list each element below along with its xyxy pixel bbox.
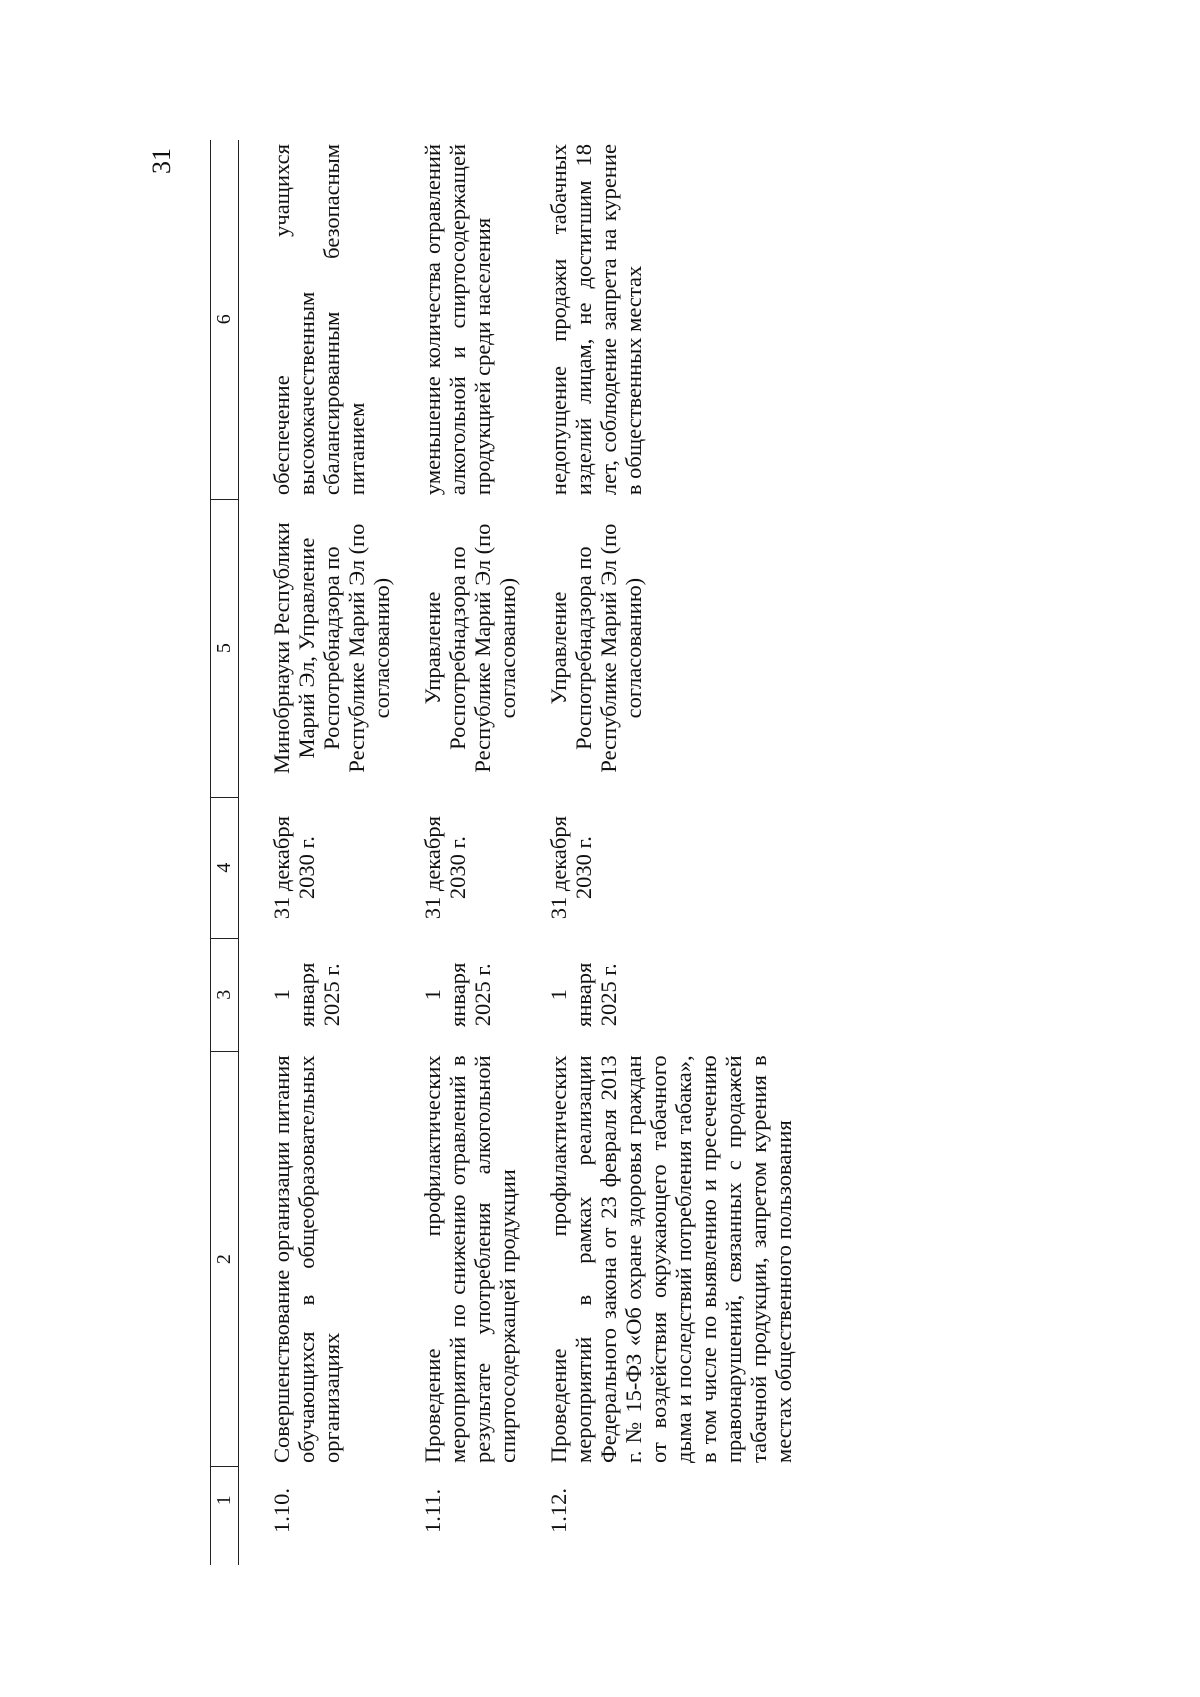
row-number-cell (394, 1467, 520, 1565)
measure-cell (394, 1051, 520, 1467)
end-date: 31 декабря 2030 г. (420, 816, 470, 920)
result-cell (394, 140, 520, 499)
start-date-cell (239, 938, 395, 1051)
row-number: 1.10. (269, 1488, 294, 1533)
start-date-cell (394, 938, 520, 1051)
end-date: 31 декабря 2030 г. (269, 816, 319, 920)
rotated-content (147, 140, 1010, 1565)
start-date: 1 января 2025 г. (546, 962, 621, 1027)
responsible-text: Минобрнауки Республики Марий Эл, Управление Роспотребнадзора по Республике Марий Эл (по согласованию) (269, 522, 394, 774)
start-date: 1 января 2025 г. (420, 962, 495, 1027)
row-number: 1.12. (546, 1488, 571, 1533)
start-date-cell (520, 938, 796, 1051)
row-number-cell (520, 1467, 796, 1565)
table-row (394, 140, 520, 1565)
responsible-text: Управление Роспотребнадзора по Республике Марий Эл (по согласованию) (546, 523, 646, 773)
measure-text: Проведение профилактических мероприятий по снижению отравлений в результате употребления алкогольной спиртосодержащей продукции (420, 1055, 520, 1463)
column-header-2: 2 (211, 1051, 239, 1467)
column-header-4: 4 (211, 797, 239, 938)
row-number: 1.11. (420, 1488, 445, 1533)
plan-table (210, 140, 796, 1565)
table-header-row (211, 140, 239, 1565)
end-date: 31 декабря 2030 г. (546, 816, 596, 920)
result-text: обеспечение учащихся высококачественным сбалансированным безопасным питанием (269, 144, 369, 496)
measure-text: Совершенствование организации питания обучающихся в общеобразовательных организациях (269, 1055, 344, 1463)
responsible-text: Управление Роспотребнадзора по Республике Марий Эл (по согласованию) (420, 523, 520, 773)
result-cell (520, 140, 796, 499)
responsible-cell (394, 499, 520, 797)
responsible-cell (239, 499, 395, 797)
result-text: уменьшение количества отравлений алкогольной и спиртосодержащей продукцией среди населения (420, 144, 495, 496)
measure-cell (239, 1051, 395, 1467)
column-header-3: 3 (211, 938, 239, 1051)
end-date-cell (520, 797, 796, 938)
column-header-1: 1 (211, 1467, 239, 1565)
row-number-cell (239, 1467, 395, 1565)
end-date-cell (394, 797, 520, 938)
column-header-6: 6 (211, 140, 239, 499)
column-header-5: 5 (211, 499, 239, 797)
result-text: недопущение продажи табачных изделий лицам, не достигшим 18 лет, соблюдение запрета на курение в общественных местах (546, 144, 646, 496)
table-row (239, 140, 395, 1565)
responsible-cell (520, 499, 796, 797)
measure-cell (520, 1051, 796, 1467)
table-row (520, 140, 796, 1565)
page-number: 31 (147, 148, 176, 174)
start-date: 1 января 2025 г. (269, 962, 344, 1027)
end-date-cell (239, 797, 395, 938)
result-cell (239, 140, 395, 499)
measure-text: Проведение профилактических мероприятий в рамках реализации Федерального закона от 23 февраля 2013 г. № 15-ФЗ «Об охране здоровья граждан от воздействия окружающего табачного дыма и последствий потребления табака», в том числе по выявлению и пресечению правонарушений, связанных с продажей табачной продукции, запретом курения в местах общественного пользования (546, 1055, 796, 1463)
